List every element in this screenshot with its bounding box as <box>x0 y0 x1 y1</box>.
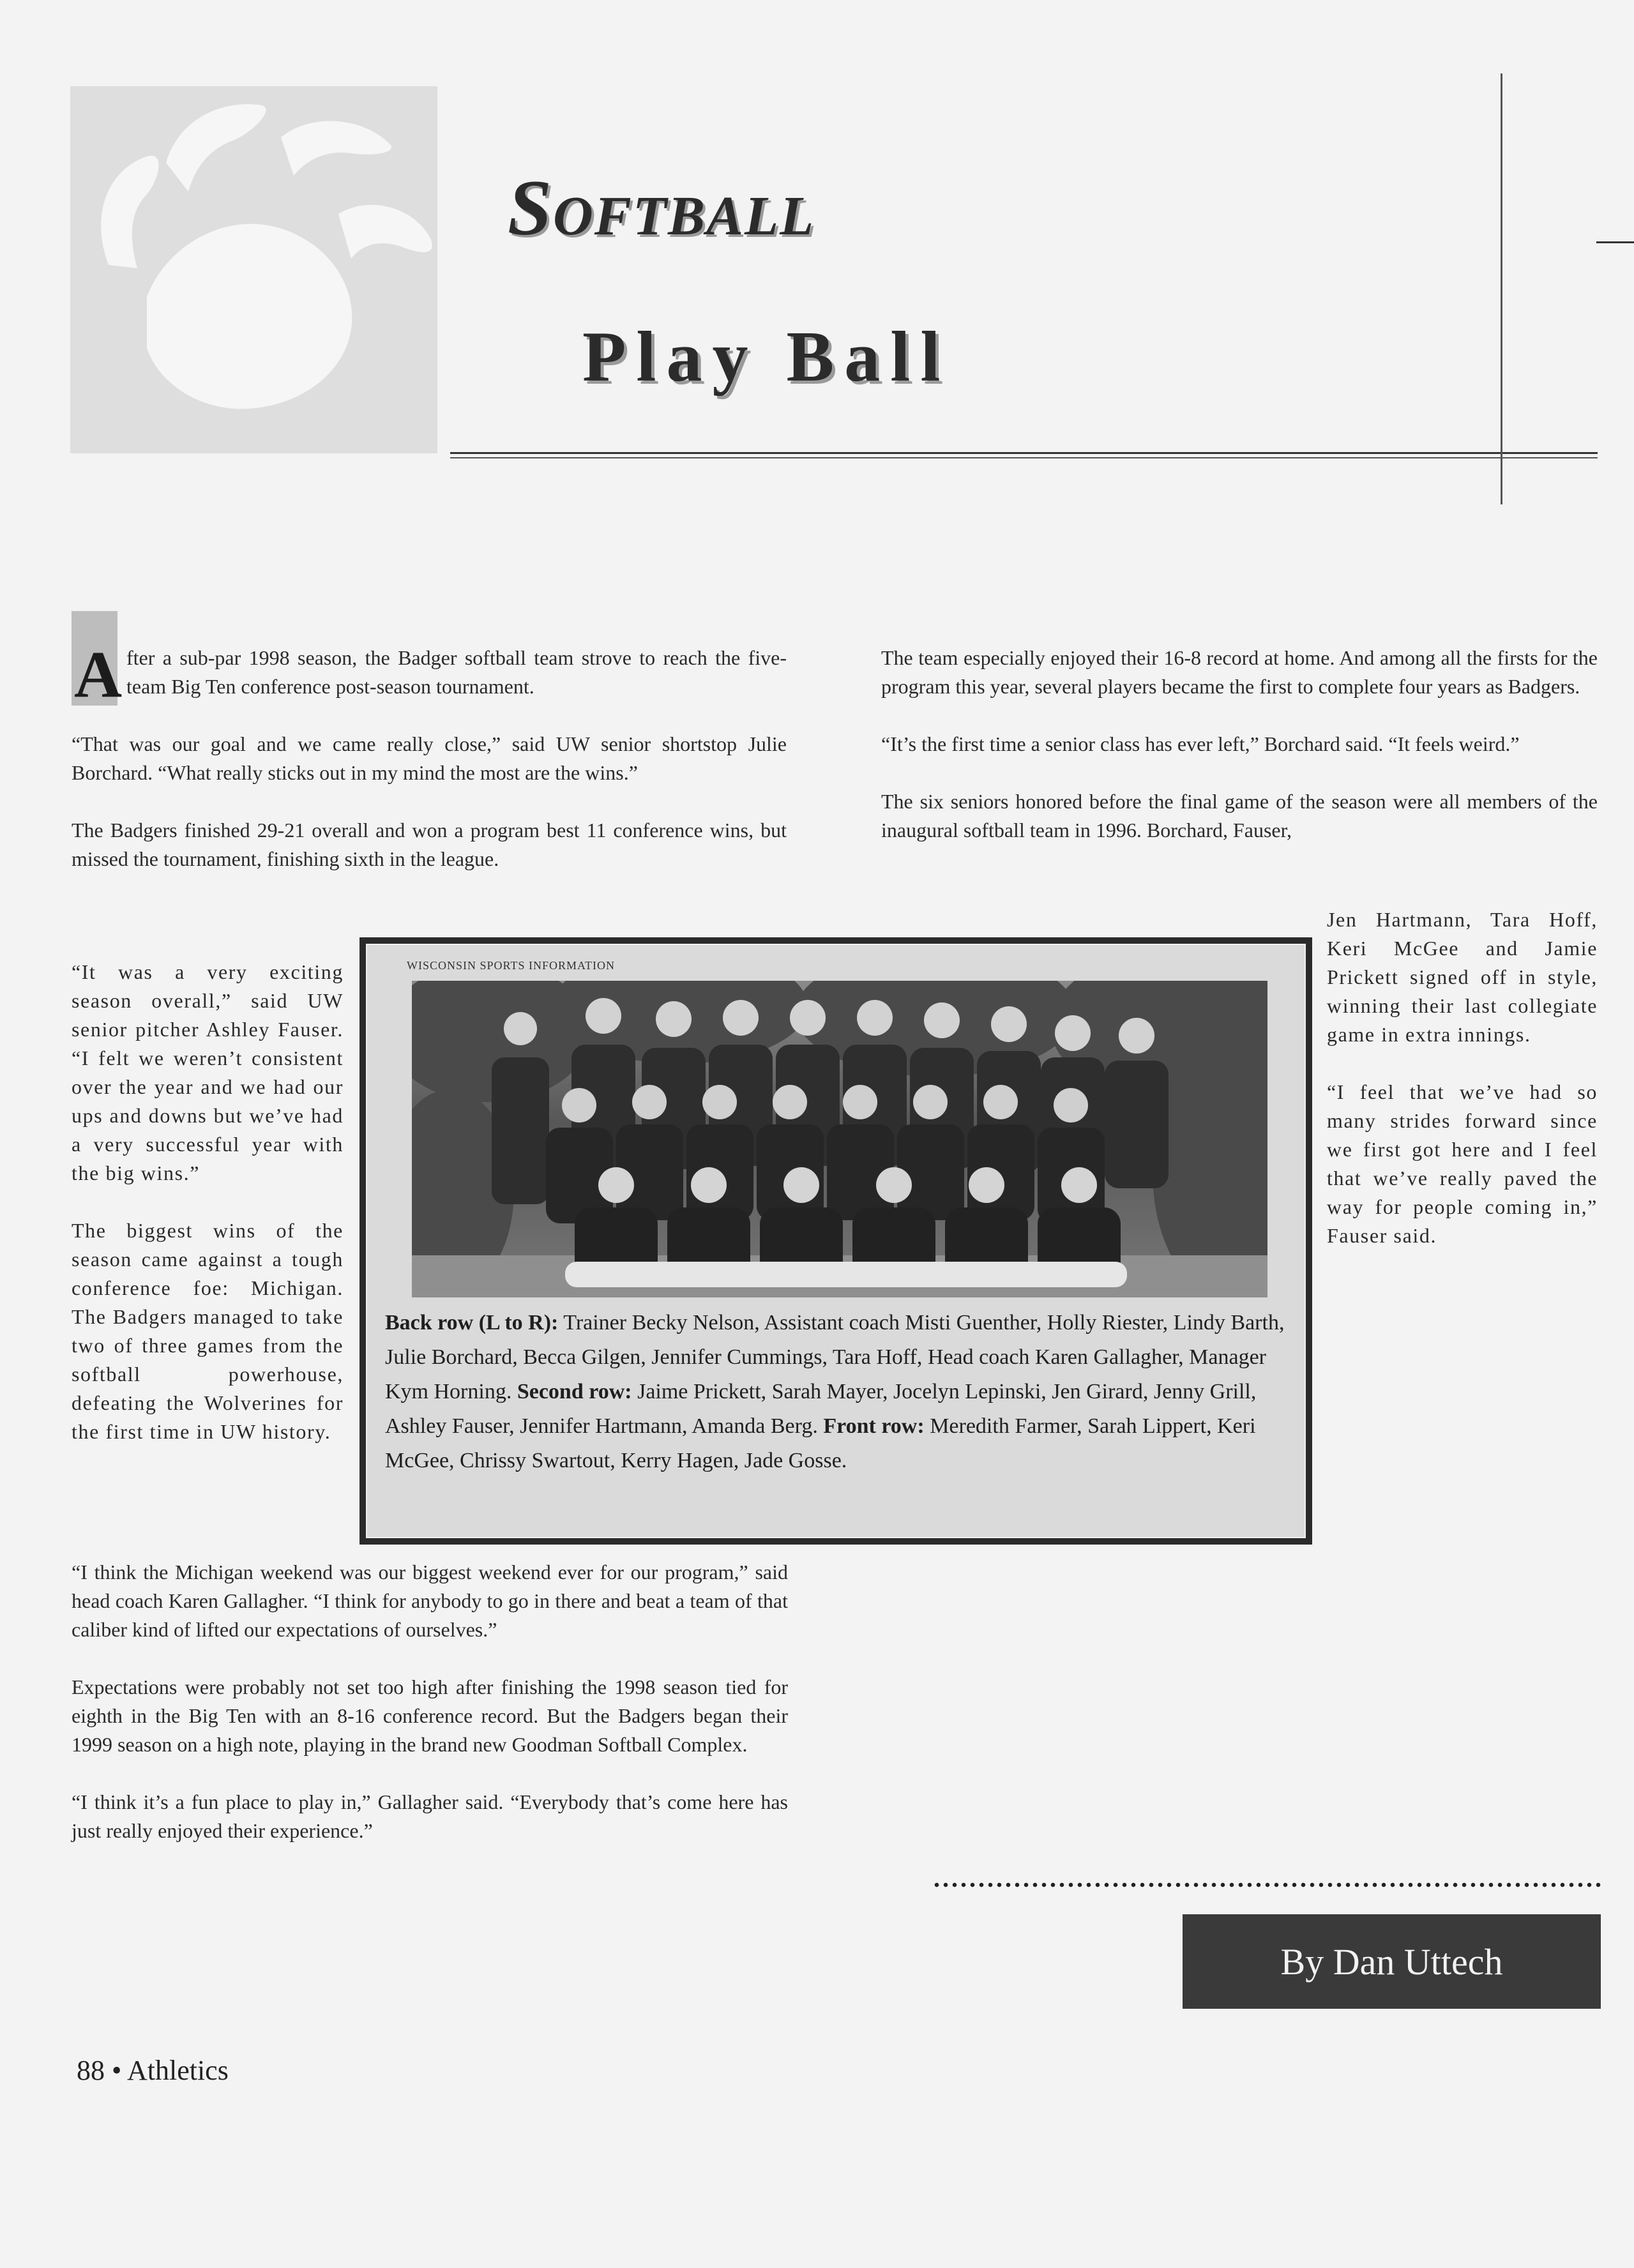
paragraph: “I think it’s a fun place to play in,” Gallagher said. “Everybody that’s come here has just really enjoyed their experience.” <box>72 1790 788 1842</box>
photo-caption <box>385 1306 1292 1478</box>
paragraph: A fter a sub-par 1998 season, the Badger softball team strove to reach the five-team Big Ten conference post-season tournament. <box>72 644 787 701</box>
left-column-narrow <box>72 958 344 1446</box>
left-column-top <box>72 638 787 873</box>
header-rule <box>450 452 1598 454</box>
paragraph: The biggest wins of the season came against a tough conference foe: Michigan. The Badgers managed to take two of three games from the softball powerhouse, defeating the Wolverines for the first time in UW history. <box>72 1219 344 1443</box>
caption-label-back: Back row (L to R): <box>385 1311 559 1334</box>
dotted-divider <box>932 1882 1603 1887</box>
drop-cap: A <box>72 611 117 706</box>
right-column-narrow <box>1327 905 1598 1250</box>
photo-panel <box>366 944 1306 1538</box>
paragraph: “I think the Michigan weekend was our biggest weekend ever for our program,” said head coach Karen Gallagher. “I think for anybody to go in there and beat a team of that caliber kind of lifted our expectations of ourselves.” <box>72 1561 788 1641</box>
paragraph: “It’s the first time a senior class has ever left,” Borchard said. “It feels weird.” <box>881 732 1520 755</box>
caption-label-second: Second row: <box>517 1380 632 1403</box>
paragraph: Expectations were probably not set too high after finishing the 1998 season tied for eighth in the Big Ten with an 8-16 conference record. But the Badgers began their 1999 season on a high note, playing in the brand new Goodman Softball Complex. <box>72 1675 788 1756</box>
paragraph: The team especially enjoyed their 16-8 record at home. And among all the firsts for the program this year, several players became the first to complete four years as Badgers. <box>881 646 1598 698</box>
byline: By Dan Uttech <box>1183 1914 1601 2009</box>
rule-tick <box>1596 241 1634 243</box>
page-title: Softball <box>508 164 815 252</box>
page-folio: 88 • Athletics <box>77 2055 229 2086</box>
paw-print-graphic <box>70 86 437 453</box>
header-rule-thin <box>450 457 1598 458</box>
paragraph: “It was a very exciting season overall,” said UW senior pitcher Ashley Fauser. “I felt we weren’t consistent over the year and we had our ups and downs but we’ve had a very successful year with the big wins.” <box>72 960 344 1184</box>
paragraph: The six seniors honored before the final game of the season were all members of the inaugural softball team in 1996. Borchard, Fauser, <box>881 790 1598 842</box>
caption-names-second: Jaime Prickett, Sarah Mayer, Jocelyn Lepinski, Jen Girard, Jenny Grill, Ashley Fauser, Jennifer Hartmann, Amanda Berg. <box>385 1380 1257 1438</box>
page-subtitle: Play Ball <box>582 317 951 397</box>
vertical-rule <box>1501 73 1502 504</box>
photo-frame <box>359 937 1312 1545</box>
paragraph: Jen Hartmann, Tara Hoff, Keri McGee and Jamie Prickett signed off in style, winning their last collegiate game in extra innings. <box>1327 908 1598 1046</box>
paragraph: “That was our goal and we came really close,” said UW senior shortstop Julie Borchard. “What really sticks out in my mind the most are the wins.” <box>72 732 787 784</box>
team-photo <box>412 981 1267 1297</box>
right-column-top <box>881 644 1598 845</box>
left-column-bottom <box>72 1558 788 1845</box>
photo-credit: WISCONSIN SPORTS INFORMATION <box>407 959 615 972</box>
caption-names-front: Meredith Farmer, Sarah Lippert, Keri McGee, Chrissy Swartout, Kerry Hagen, Jade Gosse. <box>385 1414 1256 1472</box>
caption-label-front: Front row: <box>823 1414 925 1438</box>
paragraph: “I feel that we’ve had so many strides forward since we first got here and I feel that we’ve really paved the way for people coming in,” Fauser said. <box>1327 1080 1598 1247</box>
caption-names-back: Trainer Becky Nelson, Assistant coach Misti Guenther, Holly Riester, Lindy Barth, Julie Borchard, Becca Gilgen, Jennifer Cummings, Tara Hoff, Head coach Karen Gallagher, Manager Kym Horning. <box>385 1311 1285 1403</box>
paragraph: The Badgers finished 29-21 overall and won a program best 11 conference wins, but missed the tournament, finishing sixth in the league. <box>72 819 787 870</box>
